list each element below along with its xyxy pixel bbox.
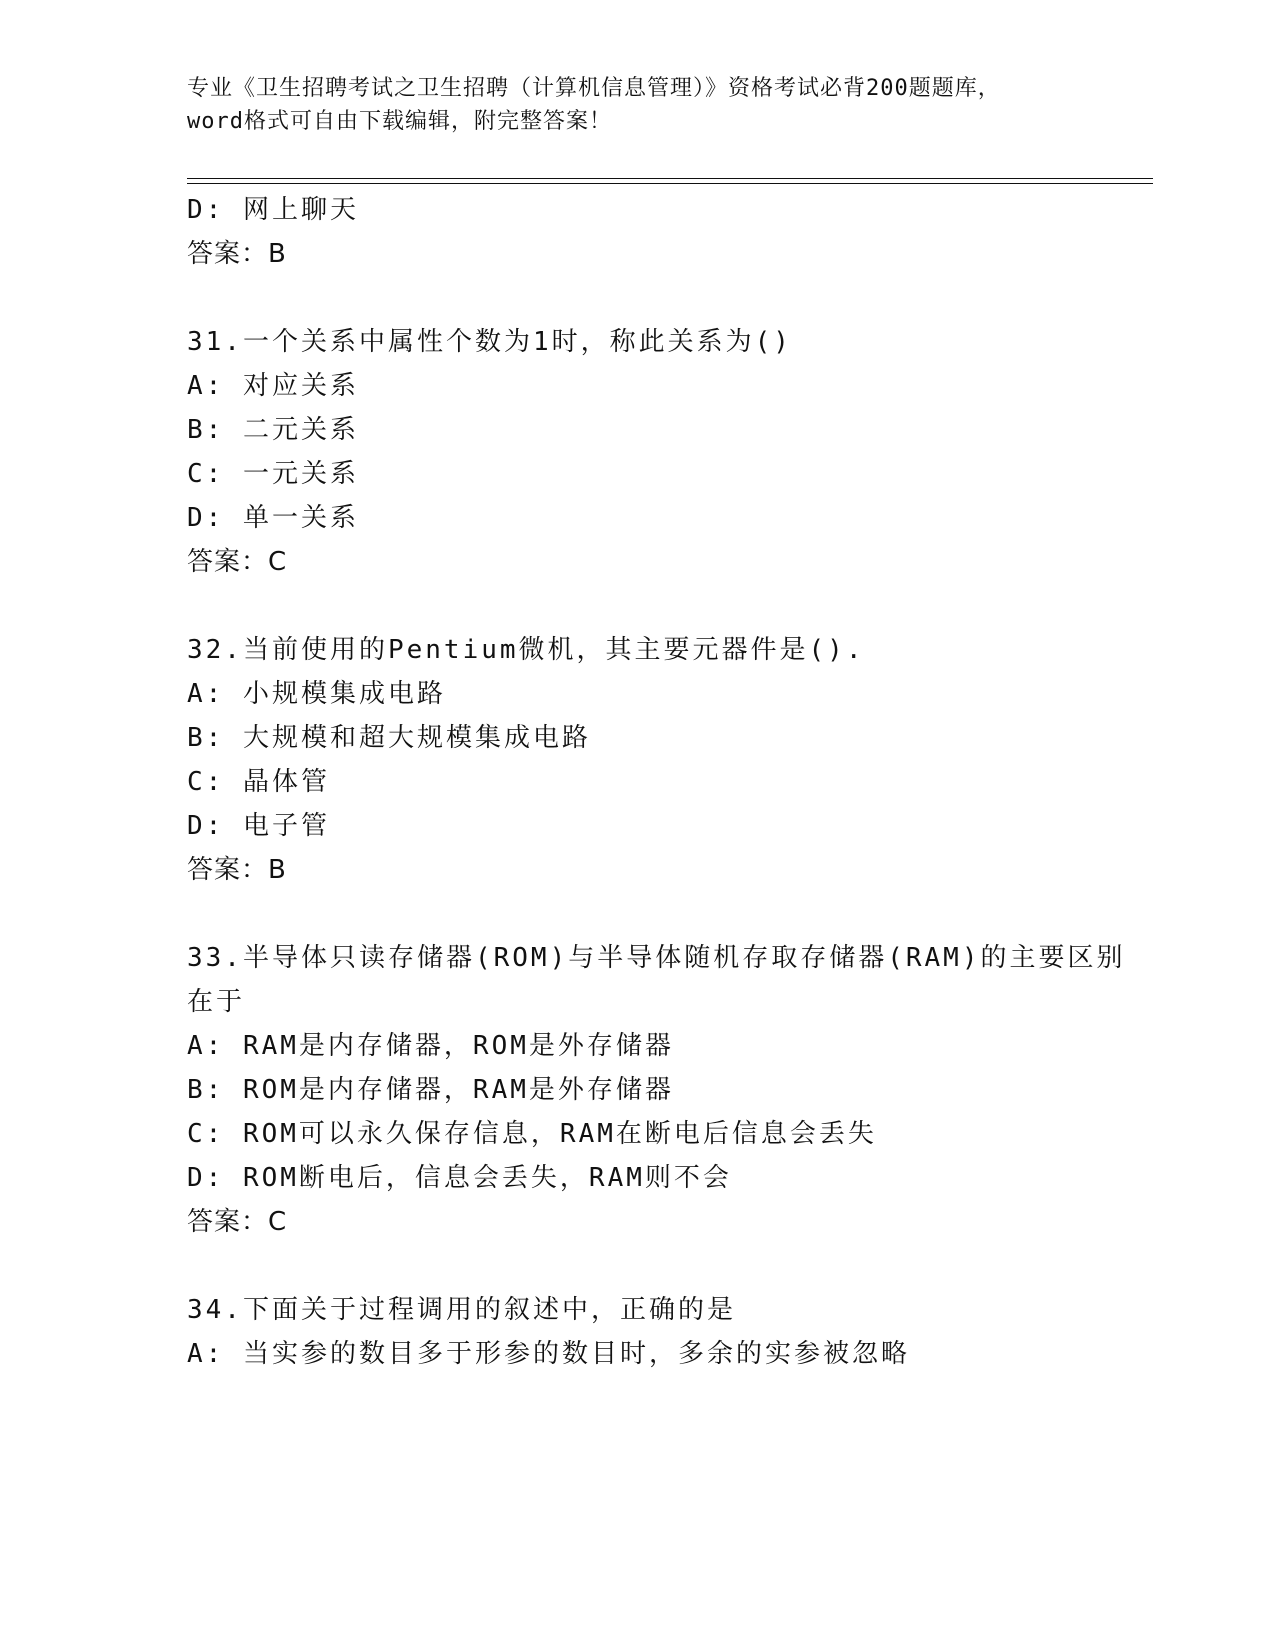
q30-answer: 答案：B [187,239,287,269]
q32-option-c: C: 晶体管 [187,767,330,797]
q33-option-d: D: ROM断电后，信息会丢失，RAM则不会 [187,1163,732,1193]
q32-stem: 32.当前使用的Pentium微机，其主要元器件是(). [187,635,865,665]
q32-option-a: A: 小规模集成电路 [187,679,446,709]
q33-answer: 答案：C [187,1207,288,1237]
header-line-2: word格式可自由下载编辑，附完整答案！ [187,109,612,134]
header-line-1: 专业《卫生招聘考试之卫生招聘（计算机信息管理）》资格考试必背200题题库， [187,76,1001,101]
header-divider-top [187,178,1153,179]
q33-option-b: B: ROM是内存储器，RAM是外存储器 [187,1075,674,1105]
q33-stem-line-2: 在于 [187,987,246,1017]
q34-stem: 34.下面关于过程调用的叙述中，正确的是 [187,1295,736,1325]
q31-answer: 答案：C [187,547,288,577]
q30-option-d: D: 网上聊天 [187,195,359,225]
header-divider-bottom [187,183,1153,184]
q31-option-b: B: 二元关系 [187,415,359,445]
q33-option-a: A: RAM是内存储器，ROM是外存储器 [187,1031,674,1061]
q31-option-d: D: 单一关系 [187,503,359,533]
q32-option-b: B: 大规模和超大规模集成电路 [187,723,591,753]
q31-option-a: A: 对应关系 [187,371,359,401]
q33-option-c: C: ROM可以永久保存信息，RAM在断电后信息会丢失 [187,1119,877,1149]
q33-stem-line-1: 33.半导体只读存储器(ROM)与半导体随机存取存储器(RAM)的主要区别 [187,943,1126,973]
q34-option-a: A: 当实参的数目多于形参的数目时，多余的实参被忽略 [187,1339,910,1369]
q31-option-c: C: 一元关系 [187,459,359,489]
q32-answer: 答案：B [187,855,287,885]
q31-stem: 31.一个关系中属性个数为1时，称此关系为() [187,327,792,357]
q32-option-d: D: 电子管 [187,811,330,841]
document-header [187,72,1087,138]
